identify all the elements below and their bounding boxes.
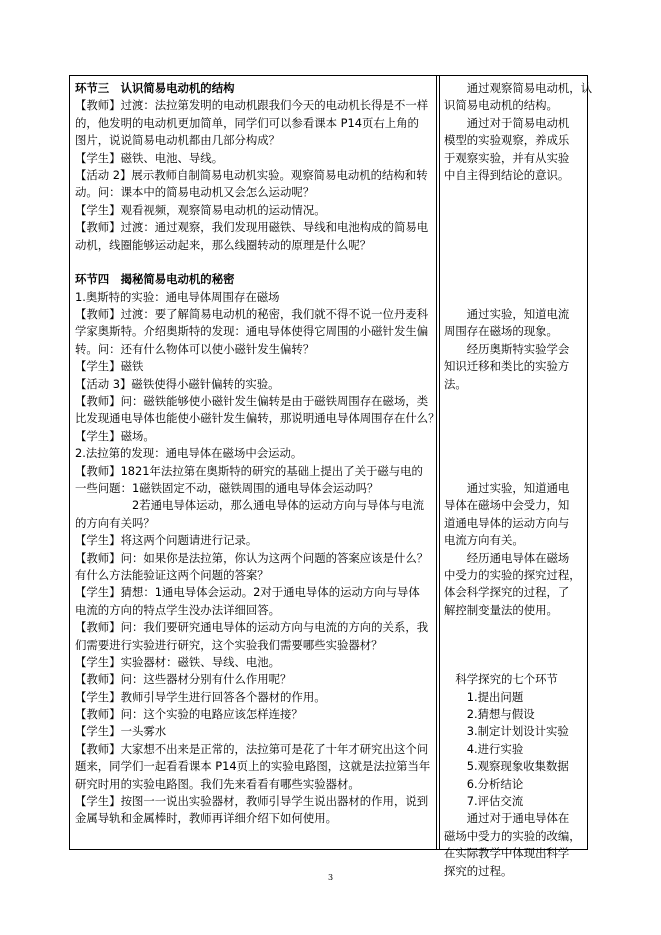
text-line: 【教师】1821年法拉第在奥斯特的研究的基础上提出了关于磁与电的 bbox=[75, 463, 423, 478]
text-line: 的，他发明的电动机更加简单，同学们可以参看课本 P14页右上角的 bbox=[75, 115, 419, 130]
text-line: 【学生】磁铁 bbox=[75, 359, 144, 374]
teaching-process-column bbox=[75, 80, 440, 828]
text-line: 【活动 3】磁铁使得小磁针偏转的实验。 bbox=[75, 376, 280, 391]
intent-line: 知识迁移和类比的实验方 bbox=[444, 359, 570, 374]
page-number: 3 bbox=[327, 873, 334, 882]
text-line: 动。问：课本中的简易电动机又会怎么运动呢？ bbox=[75, 185, 315, 200]
text-line: 【学生】教师引导学生进行回答各个器材的作用。 bbox=[75, 689, 326, 704]
intent-line: 道通电导体的运动方向与 bbox=[444, 515, 570, 530]
text-line: 的方向有关吗？ bbox=[75, 515, 155, 530]
text-line: 研究时用的实验电路图。我们先来看看有哪些实验器材。 bbox=[75, 776, 360, 791]
text-line: 【学生】猜想：1通电导体会运动。2对于通电导体的运动方向与导体 bbox=[75, 585, 420, 600]
intent-line: 经历通电导体在磁场 bbox=[444, 550, 570, 565]
text-line: 【教师】问：如果你是法拉第，你认为这两个问题的答案应该是什么？ bbox=[75, 550, 429, 565]
text-line: 【教师】问：磁铁能够使小磁针发生偏转是由于磁铁周围存在磁场，类 bbox=[75, 394, 429, 409]
text-line: 转。问：还有什么物体可以使小磁针发生偏转？ bbox=[75, 341, 315, 356]
text-line: 【教师】过渡：要了解简易电动机的秘密，我们就不得不说一位丹麦科 bbox=[75, 307, 429, 322]
intent-line: 科学探究的七个环节 bbox=[444, 672, 558, 687]
intent-line: 电流方向有关。 bbox=[444, 533, 524, 548]
intent-line: 模型的实验观察，养成乐 bbox=[444, 133, 570, 148]
intent-line bbox=[444, 393, 586, 410]
intent-line bbox=[444, 237, 586, 254]
lesson-table bbox=[69, 75, 593, 878]
intent-line: 6.分析结论 bbox=[444, 776, 524, 791]
intent-line bbox=[444, 637, 586, 654]
text-line: 【学生】磁铁、电池、导线。 bbox=[75, 150, 224, 165]
intent-line: 2.猜想与假设 bbox=[444, 707, 535, 722]
intent-line bbox=[444, 254, 586, 271]
intent-line bbox=[444, 219, 586, 236]
text-line: 有什么方法能验证这两个问题的答案？ bbox=[75, 567, 269, 582]
intent-line: 5.观察现象收集数据 bbox=[444, 759, 569, 774]
text-line: 【学生】实验器材：磁铁、导线、电池。 bbox=[75, 654, 281, 669]
intent-line: 导体在磁场中会受力，知 bbox=[444, 498, 570, 513]
section-heading: 环节三 认识简易电动机的结构 bbox=[75, 81, 235, 95]
intent-line: 经历奥斯特实验学会 bbox=[444, 341, 570, 356]
text-line: 【教师】问：这个实验的电路应该怎样连接？ bbox=[75, 707, 303, 722]
intent-line bbox=[444, 410, 586, 427]
text-line: 【教师】大家想不出来是正常的，法拉第可是花了十年才研究出这个问 bbox=[75, 741, 429, 756]
section-heading: 环节四 揭秘简易电动机的秘密 bbox=[75, 272, 235, 287]
intent-line: 法。 bbox=[444, 376, 467, 391]
intent-line: 通过实验，知道通电 bbox=[444, 480, 570, 495]
text-line: 1.奥斯特的实验：通电导体周围存在磁场 bbox=[75, 289, 280, 304]
intent-line: 1.提出问题 bbox=[444, 689, 524, 704]
intent-line bbox=[444, 463, 586, 480]
design-intent-column bbox=[444, 80, 593, 880]
intent-line bbox=[444, 654, 586, 671]
text-line: 一些问题：1磁铁固定不动，磁铁周围的通电导体会运动吗？ bbox=[75, 480, 379, 495]
text-line: 们需要进行实验进行研究，这个实验我们需要哪些实验器材？ bbox=[75, 637, 383, 652]
intent-line: 探究的过程。 bbox=[444, 863, 513, 878]
intent-line: 3.制定计划设计实验 bbox=[444, 724, 569, 739]
intent-line: 通过实验，知道电流 bbox=[444, 307, 570, 322]
intent-line: 解控制变量法的使用。 bbox=[444, 602, 558, 617]
intent-line: 中自主得到结论的意识。 bbox=[444, 167, 570, 182]
text-line: 【教师】过渡：法拉第发明的电动机跟我们今天的电动机长得是不一样 bbox=[75, 98, 429, 113]
intent-line: 通过对于简易电动机 bbox=[444, 115, 570, 130]
text-line: 【教师】问：这些器材分别有什么作用呢？ bbox=[75, 672, 292, 687]
text-line: 比发现通电导体也能使小磁针发生偏转，那说明通电导体周围存在什么？ bbox=[75, 411, 440, 426]
intent-line: 识简易电动机的结构。 bbox=[444, 98, 558, 113]
intent-line bbox=[444, 289, 586, 306]
text-line: 学家奥斯特。介绍奥斯特的发现：通电导体使得它周围的小磁针发生偏 bbox=[75, 324, 429, 339]
intent-line: 通过观察简易电动机，认 bbox=[444, 81, 593, 95]
intent-line bbox=[444, 184, 586, 201]
text-line: 【学生】观看视频，观察简易电动机的运动情况。 bbox=[75, 202, 326, 217]
text-line: 图片，说说简易电动机都由几部分构成？ bbox=[75, 133, 281, 148]
intent-line: 体会科学探究的过程，了 bbox=[444, 585, 570, 600]
text-line: 【学生】按图一一说出实验器材，教师引导学生说出器材的作用，说到 bbox=[75, 794, 429, 809]
column-divider bbox=[436, 76, 437, 849]
column-divider-inner bbox=[439, 76, 440, 849]
text-line: 【教师】过渡：通过观察，我们发现用磁铁、导线和电池构成的简易电 bbox=[75, 220, 429, 235]
text-line: 2若通电导体运动，那么通电导体的运动方向与导体与电流 bbox=[75, 498, 424, 513]
intent-line bbox=[444, 271, 586, 288]
text-line bbox=[75, 254, 435, 271]
text-line: 【学生】磁场。 bbox=[75, 428, 155, 443]
text-line: 2.法拉第的发现：通电导体在磁场中会运动。 bbox=[75, 446, 303, 461]
intent-line bbox=[444, 619, 586, 636]
text-line: 金属导轨和金属棒时，教师再详细介绍下如何使用。 bbox=[75, 811, 337, 826]
text-line: 【教师】问：我们要研究通电导体的运动方向与电流的方向的关系，我 bbox=[75, 620, 429, 635]
intent-line: 通过对于通电导体在 bbox=[444, 811, 570, 826]
text-line: 题来，同学们一起看看课本 P14页上的实验电路图，这就是法拉第当年 bbox=[75, 759, 431, 774]
intent-line: 中受力的实验的探究过程， bbox=[444, 567, 581, 582]
intent-line: 7.评估交流 bbox=[444, 794, 524, 809]
text-line: 动机，线圈能够运动起来，那么线圈转动的原理是什么呢？ bbox=[75, 237, 372, 252]
intent-line: 在实际教学中体现出科学 bbox=[444, 846, 570, 861]
intent-line bbox=[444, 202, 586, 219]
text-line: 【活动 2】展示教师自制简易电动机实验。观察简易电动机的结构和转 bbox=[75, 167, 428, 182]
text-line: 电流的方向的特点学生没办法详细回答。 bbox=[75, 602, 281, 617]
text-line: 【学生】一头雾水 bbox=[75, 724, 167, 739]
intent-line: 4.进行实验 bbox=[444, 741, 524, 756]
text-line: 【学生】将这两个问题请进行记录。 bbox=[75, 533, 258, 548]
intent-line: 于观察实验，并有从实验 bbox=[444, 150, 570, 165]
intent-line: 周围存在磁场的现象。 bbox=[444, 324, 558, 339]
intent-line bbox=[444, 445, 586, 462]
intent-line: 磁场中受力的实验的改编， bbox=[444, 828, 581, 843]
intent-line bbox=[444, 428, 586, 445]
